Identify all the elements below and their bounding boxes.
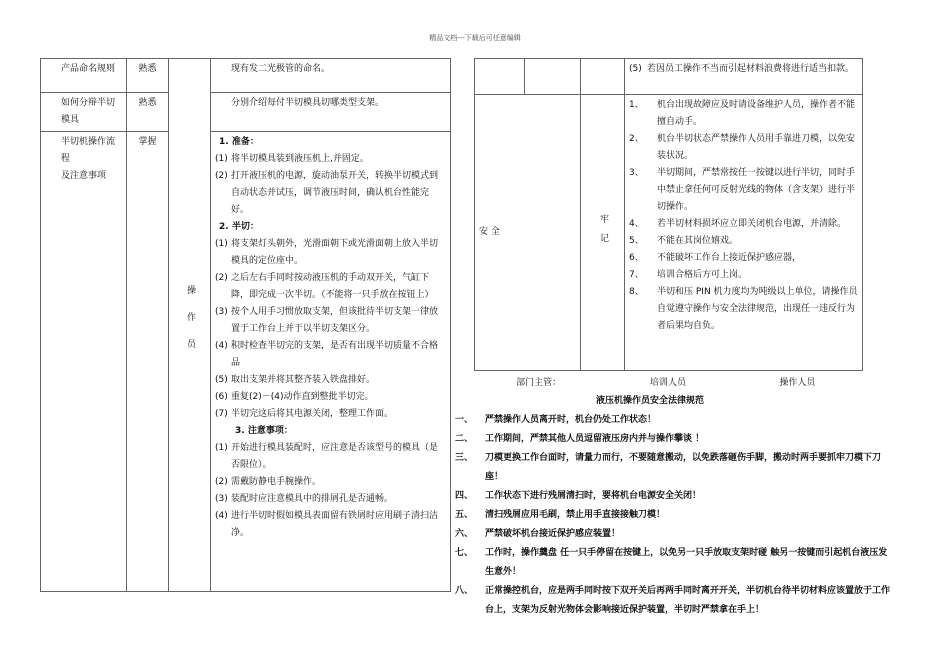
- rule-item: 五、 清扫残屑应用毛刷，禁止用手直接接触刀模！: [455, 510, 666, 520]
- list-item: (2) 打开液压机的电源，旋动油泵开关，转换半切模式到自动状态并试压，调节液压时间，确认机台性能完好。: [215, 171, 439, 215]
- rule-item: 二、 工作期间，严禁其他人员逗留液压房内并与操作攀谈 ！: [455, 434, 705, 444]
- rule-item: 八、 正常操控机台，应是两手同时按下双开关后再两手同时离开开关，半切机台待半切材料应该置放于工作台上，支架为反射光物体会影响接近保护装置，半切时严禁拿在手上！: [455, 586, 891, 615]
- safety-level: 牢记: [598, 213, 608, 252]
- signature-supervisor: 部门主管：: [516, 378, 562, 388]
- safety-rules: [455, 392, 895, 620]
- list-item: 4、 若半切材料损坏应立即关闭机台电源，并清除。: [629, 219, 847, 229]
- list-item: (4) 进行半切时假如模具表面留有铁屑时应用刷子清扫洁净。: [215, 511, 439, 538]
- list-item: 7、 培训合格后方可上岗。: [629, 270, 748, 280]
- list-item: 2、 机台半切状态严禁操作人员用手靠进刀模，以免安装状况。: [629, 134, 856, 161]
- rule-item: 一、 严禁操作人员离开时，机台仍处工作状态！: [455, 415, 657, 425]
- role-label: 操作员: [185, 284, 195, 366]
- safety-items: [625, 95, 863, 371]
- signature-operator: 操作人员: [779, 378, 816, 388]
- right-table: [474, 58, 863, 371]
- list-item: 5、 不能在其岗位嬉戏。: [629, 236, 739, 246]
- rule-item: 七、 工作时，操作羹盘 任一只手停留在按键上，以免另一只手放取支架时碰 触另一按键而引起机台液压发生意外！: [455, 548, 888, 577]
- rule-item: 六、 严禁破坏机台接近保护感应装置！: [455, 529, 621, 539]
- list-item: 6、 不能破坏工作台上接近保护感应器，: [629, 253, 802, 263]
- rules-title: 液压机操作员安全法律规范: [595, 396, 704, 406]
- list-item: (7) 半切完这后将其电源关闭，整理工作面。: [215, 409, 394, 419]
- prep-heading: 1. 准备：: [219, 137, 259, 147]
- list-item: (5) 若因员工操作不当而引起材料浪费将进行适当扣款。: [625, 59, 863, 95]
- list-item: (1) 开始进行模具装配时，应注意是否该型号的模具（是否限位）。: [215, 443, 439, 470]
- left-table: [40, 58, 451, 592]
- list-item: (4) 积时检查半切完的支架，是否有出现半切质量不合格品: [215, 341, 439, 368]
- notes-heading: 3. 注意事项：: [235, 426, 293, 436]
- row-level: 熟悉: [127, 59, 169, 93]
- safety-level-cell: [581, 95, 625, 371]
- list-item: (1) 将支架灯头朝外，光滑面朝下或光滑面朝上放入半切模具的定位座中。: [215, 239, 439, 266]
- row-item-line2: 及注意事项: [61, 171, 107, 181]
- list-item: 8、 半切和压 PIN 机力度均为吨级以上单位，请操作员自觉遵守操作与安全法律规范，出现任一违反行为者后果均自负。: [629, 287, 858, 331]
- list-item: (5) 取出支架并将其整齐装入铁盘排好。: [215, 375, 376, 385]
- row-item: 产品命名规则: [41, 59, 127, 93]
- row-level: 掌握: [127, 132, 169, 592]
- list-item: 1、 机台出现故障应及时请设备维护人员，操作者不能擅自动手。: [629, 100, 856, 127]
- list-item: (6) 重复(2)－(4)动作直到整批半切完。: [215, 392, 374, 402]
- row-item-line1: 半切机操作流程: [61, 137, 116, 164]
- row-level: 熟悉: [127, 93, 169, 132]
- rule-item: 三、 刀模更换工作台面时，请量力而行，不要随意搬动，以免跌落砸伤手脚，搬动时两手要抓牢刀模下刀座！: [455, 453, 882, 482]
- page-header: 精品文档---下载后可任意编辑: [429, 34, 521, 42]
- row-content: 分别介绍每付半切模具切哪类型支架。: [211, 93, 451, 132]
- list-item: (2) 之后左右手同时按动液压机的手动双开关，气缸下降，即完成一次半切。（不能将一只手放在按钮上）: [215, 273, 434, 300]
- list-item: (3) 装配时应注意模具中的排屑孔是否通畅。: [215, 494, 394, 504]
- row-item: 如何分辩半切模具: [41, 93, 127, 132]
- list-item: 3、 半切期间，严禁常按任一按键以进行半切，同时手中禁止拿任何可反射光线的物体（含支架）进行半切操作。: [629, 168, 856, 212]
- row-item: [41, 132, 127, 592]
- list-item: (3) 按个人用手习惯放取支架，但该批待半切支架一律放置于工作台上并于以半切支架区分。: [215, 307, 439, 334]
- procedure-content: [211, 132, 451, 592]
- list-item: (2) 需戴防静电手腕操作。: [215, 477, 322, 487]
- cut-heading: 2. 半切：: [219, 222, 259, 232]
- role-cell: [169, 59, 211, 592]
- signature-row: [474, 375, 862, 388]
- rule-item: 四、 工作状态下进行残屑清扫时，要将机台电源安全关闭！: [455, 491, 702, 501]
- list-item: (1) 将半切模具装到液压机上,并固定。: [215, 154, 369, 164]
- safety-category: 安 全: [475, 95, 581, 371]
- signature-trainer: 培训人员: [649, 378, 686, 388]
- row-content: 现有发二光极管的命名。: [211, 59, 451, 93]
